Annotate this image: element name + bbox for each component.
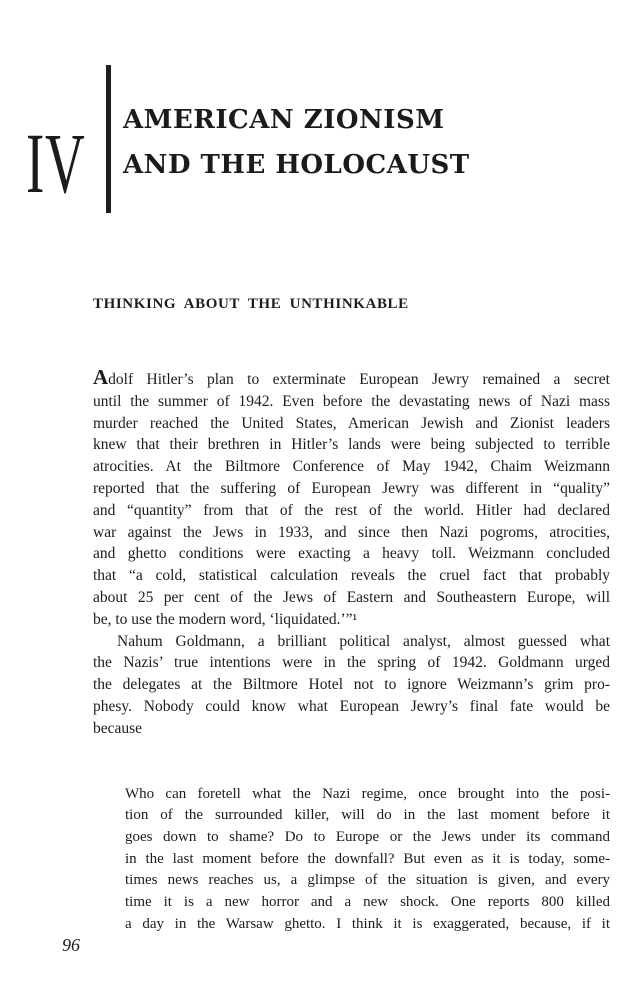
chapter-title <box>123 98 470 188</box>
section-heading: THINKING ABOUT THE UNTHINKABLE <box>93 296 409 312</box>
paragraph-2: Nahum Goldmann, a brilliant political analyst, almost guessed what the Nazis’ true intentions were in the spring of 1942. Goldmann urged the delegates at the Biltmore Hotel not to ignore Weizmann’s grim pro- phesy. Nobody could know what European Jewry’s final fate would be because <box>93 632 610 737</box>
page-number: 96 <box>62 935 80 955</box>
paragraph-1: Adolf Hitler’s plan to exterminate European Jewry remained a secret until the summer of 1942. Even before the devastating news of Nazi mass murder reached the United States, American Jewish and Zionist leaders knew that their brethren in Hitler’s lands were being subjected to terrible atrocities. At the Biltmore Conference of May 1942, Chaim Weizmann reported that the suffering of European Jewry was different in “quality” and “quantity” from that of the rest of the world. Hitler had declared war against the Jews in 1933, and since then Nazi pogroms, atrocities, and ghetto conditions were exacting a heavy toll. Weizmann concluded that “a cold, statistical calculation reveals the cruel fact that probably about 25 per cent of the Jews of Eastern and Southeastern Europe, will be, to use the modern word, ‘liquidated.’”¹ <box>93 365 610 628</box>
body-text <box>93 367 610 935</box>
chapter-number: IV <box>26 115 86 211</box>
chapter-title-line1: AMERICAN ZIONISM <box>123 105 445 135</box>
chapter-divider-rule <box>106 65 111 213</box>
block-quote: Who can foretell what the Nazi regime, once brought into the posi- tion of the surrounded killer, will do in the last moment before it goes down to shame? Do to Europe or the Jews under its command in the last moment before the downfall? But even as it is today, some- times news reaches us, a glimpse of the situation is given, and every time it is a new horror and a new shock. One reports 800 killed a day in the Warsaw ghetto. I think it is exaggerated, because, if it <box>125 785 610 932</box>
chapter-title-line2: AND THE HOLOCAUST <box>123 150 470 180</box>
